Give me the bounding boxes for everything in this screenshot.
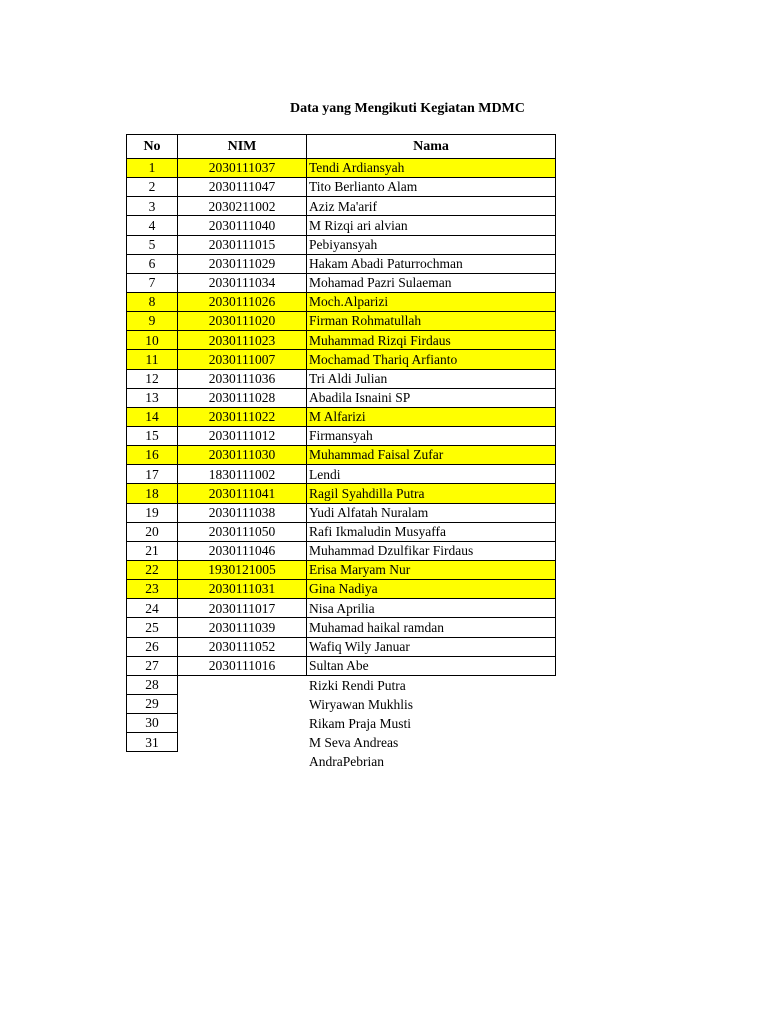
cell-nama: Wiryawan Mukhlis: [309, 696, 414, 712]
cell-nim: 2030211002: [178, 197, 307, 216]
cell-no: 18: [126, 484, 178, 503]
table-row: [126, 676, 556, 695]
cell-nim: 2030111047: [178, 178, 307, 197]
cell-nama: Muhammad Dzulfikar Firdaus: [307, 542, 556, 561]
cell-no: 17: [126, 465, 178, 484]
cell-nama: Sultan Abe: [307, 657, 556, 676]
cell-no: 23: [126, 580, 178, 599]
table-row: [126, 293, 556, 312]
cell-no: 7: [126, 274, 178, 293]
cell-nama: Moch.Alparizi: [307, 293, 556, 312]
table-row: [126, 752, 556, 771]
table-row: [126, 389, 556, 408]
cell-nama: M Rizqi ari alvian: [307, 216, 556, 235]
table-row: [126, 408, 556, 427]
table-row: [126, 446, 556, 465]
page-title: Data yang Mengikuti Kegiatan MDMC: [290, 101, 525, 116]
cell-nama: Yudi Alfatah Nuralam: [307, 504, 556, 523]
cell-no: 1: [126, 159, 178, 178]
cell-nama: Aziz Ma'arif: [307, 197, 556, 216]
table-row: [126, 178, 556, 197]
cell-nama: Wafiq Wily Januar: [307, 638, 556, 657]
table-row: [126, 216, 556, 235]
cell-nama: AndraPebrian: [309, 754, 384, 770]
table-row: [126, 714, 556, 733]
cell-nama: Rafi Ikmaludin Musyaffa: [307, 523, 556, 542]
cell-no: 30: [126, 714, 178, 733]
cell-nim: 2030111016: [178, 657, 307, 676]
cell-nama: Ragil Syahdilla Putra: [307, 484, 556, 503]
table-row: [126, 465, 556, 484]
cell-nim: 1930121005: [178, 561, 307, 580]
cell-nama: Muhammad Faisal Zufar: [307, 446, 556, 465]
cell-nim: 2030111012: [178, 427, 307, 446]
cell-no: 6: [126, 255, 178, 274]
cell-nama: Gina Nadiya: [307, 580, 556, 599]
cell-no: 24: [126, 599, 178, 618]
cell-nim: 2030111017: [178, 599, 307, 618]
participants-table: [126, 134, 556, 772]
cell-no: 27: [126, 657, 178, 676]
cell-nama: Nisa Aprilia: [307, 599, 556, 618]
cell-no: 25: [126, 618, 178, 637]
cell-no: 9: [126, 312, 178, 331]
table-row: [126, 580, 556, 599]
cell-nim: 2030111030: [178, 446, 307, 465]
cell-no: 19: [126, 504, 178, 523]
cell-nim: 2030111052: [178, 638, 307, 657]
cell-nama: Rizki Rendi Putra: [309, 677, 406, 693]
table-row: [126, 427, 556, 446]
cell-nama: M Seva Andreas: [309, 735, 399, 751]
cell-no: 14: [126, 408, 178, 427]
table-row: [126, 197, 556, 216]
table-row: [126, 236, 556, 255]
table-row: [126, 484, 556, 503]
cell-nama: Pebiyansyah: [307, 236, 556, 255]
table-row: [126, 733, 556, 752]
cell-nim: 2030111028: [178, 389, 307, 408]
cell-nama: Erisa Maryam Nur: [307, 561, 556, 580]
cell-nama: Tendi Ardiansyah: [307, 159, 556, 178]
cell-nim: [178, 714, 307, 733]
cell-nim: 2030111050: [178, 523, 307, 542]
cell-nim: 2030111037: [178, 159, 307, 178]
cell-nama: Muhamad haikal ramdan: [307, 618, 556, 637]
cell-nama: Abadila Isnaini SP: [307, 389, 556, 408]
cell-no: 31: [126, 733, 178, 752]
cell-no: 5: [126, 236, 178, 255]
cell-no: 29: [126, 695, 178, 714]
cell-nama: Firman Rohmatullah: [307, 312, 556, 331]
cell-no: 22: [126, 561, 178, 580]
cell-nama: Rikam Praja Musti: [309, 715, 411, 731]
cell-nama: Tito Berlianto Alam: [307, 178, 556, 197]
cell-nim: 2030111041: [178, 484, 307, 503]
table-row: [126, 331, 556, 350]
cell-nim: [178, 695, 307, 714]
cell-nim: 1830111002: [178, 465, 307, 484]
cell-nim: 2030111038: [178, 504, 307, 523]
cell-no: 16: [126, 446, 178, 465]
cell-nim: 2030111023: [178, 331, 307, 350]
table-row: [126, 350, 556, 369]
cell-nama: Hakam Abadi Paturrochman: [307, 255, 556, 274]
cell-no: 2: [126, 178, 178, 197]
cell-nim: 2030111022: [178, 408, 307, 427]
cell-no: 26: [126, 638, 178, 657]
cell-no: 10: [126, 331, 178, 350]
cell-nim: 2030111036: [178, 370, 307, 389]
table-row: [126, 599, 556, 618]
table-row: [126, 159, 556, 178]
table-row: [126, 657, 556, 676]
table-row: [126, 618, 556, 637]
cell-nim: [178, 733, 307, 752]
cell-nim: 2030111040: [178, 216, 307, 235]
cell-no: 13: [126, 389, 178, 408]
cell-nama: Lendi: [307, 465, 556, 484]
cell-nama: Mochamad Thariq Arfianto: [307, 350, 556, 369]
table-row: [126, 255, 556, 274]
cell-no: 3: [126, 197, 178, 216]
table-row: [126, 638, 556, 657]
cell-nim: 2030111034: [178, 274, 307, 293]
cell-nim: 2030111029: [178, 255, 307, 274]
cell-no: 15: [126, 427, 178, 446]
cell-nim: [178, 676, 307, 695]
header-nim: NIM: [178, 134, 307, 159]
cell-nama: M Alfarizi: [307, 408, 556, 427]
table-row: [126, 312, 556, 331]
cell-nim: 2030111026: [178, 293, 307, 312]
cell-no: 20: [126, 523, 178, 542]
cell-no: 12: [126, 370, 178, 389]
cell-nim: 2030111046: [178, 542, 307, 561]
cell-nim: 2030111007: [178, 350, 307, 369]
cell-nim: 2030111031: [178, 580, 307, 599]
cell-no: 4: [126, 216, 178, 235]
cell-no: 28: [126, 676, 178, 695]
cell-no: 8: [126, 293, 178, 312]
cell-nama: Firmansyah: [307, 427, 556, 446]
cell-nim: 2030111039: [178, 618, 307, 637]
table-row: [126, 542, 556, 561]
cell-nim: 2030111015: [178, 236, 307, 255]
table-row: [126, 504, 556, 523]
cell-no: 21: [126, 542, 178, 561]
table-row: [126, 561, 556, 580]
cell-nim: 2030111020: [178, 312, 307, 331]
cell-no: 11: [126, 350, 178, 369]
cell-nama: Mohamad Pazri Sulaeman: [307, 274, 556, 293]
table-row: [126, 370, 556, 389]
header-nama: Nama: [307, 134, 556, 159]
table-body: [126, 159, 556, 772]
header-no: No: [126, 134, 178, 159]
cell-nama: Muhammad Rizqi Firdaus: [307, 331, 556, 350]
table-row: [126, 523, 556, 542]
table-row: [126, 274, 556, 293]
table-row: [126, 695, 556, 714]
cell-nama: Tri Aldi Julian: [307, 370, 556, 389]
table-header-row: [126, 134, 556, 159]
